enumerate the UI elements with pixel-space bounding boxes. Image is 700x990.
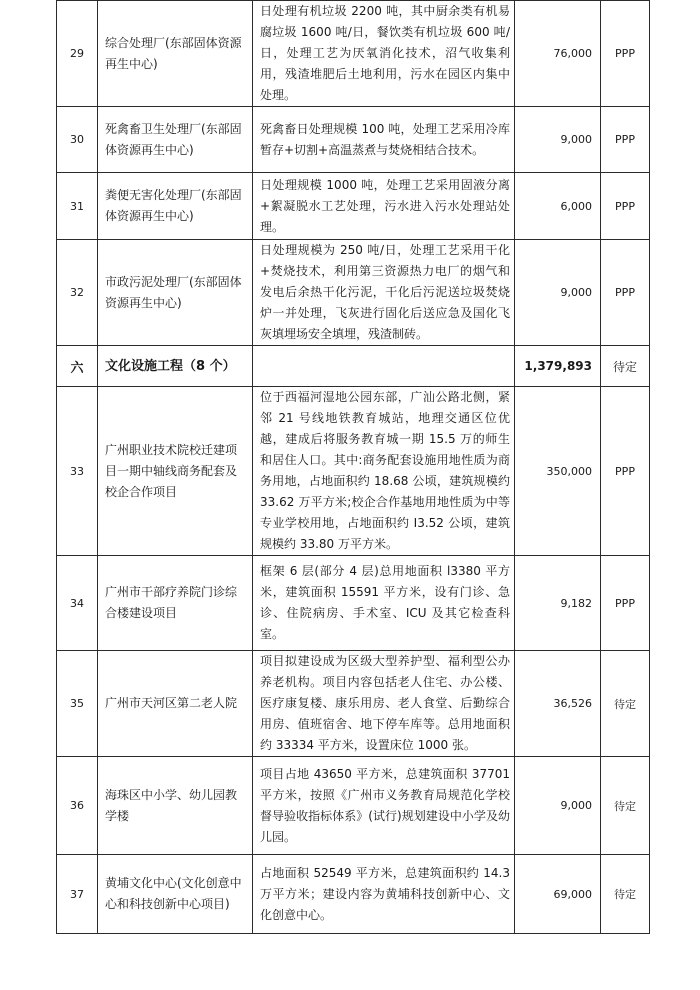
table-row	[57, 173, 650, 240]
project-description: 框架 6 层(部分 4 层)总用地面积 l3380 平方米，建筑面积 15591 平方米，设有门诊、急诊、住院病房、手术室、ICU 及其它检查科室。	[260, 564, 510, 641]
project-name: 综合处理厂(东部固体资源再生中心)	[98, 1, 253, 107]
project-name: 广州市干部疗养院门诊综合楼建设项目	[98, 556, 253, 651]
table-row	[57, 855, 650, 934]
project-description: 日处理有机垃圾 2200 吨，其中厨余类有机易腐垃圾 1600 吨/日，餐饮类有机垃圾 600 吨/日，处理工艺为厌氧消化技术，沼气收集利用，残渣堆肥后土地利用，污水在园区内集中处理。	[260, 4, 510, 102]
project-name: 死禽畜卫生处理厂(东部固体资源再生中心)	[98, 107, 253, 173]
financing-mode: PPP	[601, 240, 650, 346]
row-number: 34	[57, 556, 98, 651]
investment-amount: 9,182	[515, 556, 601, 651]
section-description	[253, 346, 515, 387]
financing-mode: PPP	[601, 556, 650, 651]
table-row	[57, 556, 650, 651]
project-description: 日处理规模 1000 吨，处理工艺采用固液分离+絮凝脱水工艺处理，污水进入污水处理站处理。	[260, 177, 510, 234]
investment-amount: 36,526	[515, 651, 601, 757]
project-name: 广州市天河区第二老人院	[98, 651, 253, 757]
investment-amount: 350,000	[515, 387, 601, 556]
financing-mode: 待定	[601, 855, 650, 934]
project-name: 海珠区中小学、幼儿园教学楼	[98, 757, 253, 855]
section-number: 六	[57, 346, 98, 387]
section-header-row	[57, 346, 650, 387]
project-description: 日处理规模为 250 吨/日，处理工艺采用干化+焚烧技术，利用第三资源热力电厂的烟气和发电后余热干化污泥，干化后污泥送垃圾焚烧炉一并处理，飞灰进行固化后送应急及国化飞灰填埋场安全填埋，残渣制砖。	[260, 243, 510, 341]
row-number: 33	[57, 387, 98, 556]
investment-amount: 6,000	[515, 173, 601, 240]
row-number: 30	[57, 107, 98, 173]
investment-amount: 76,000	[515, 1, 601, 107]
project-description: 占地面积 52549 平方米，总建筑面积约 14.3 万平方米；建设内容为黄埔科技创新中心、文化创意中心。	[260, 865, 510, 922]
table-row	[57, 240, 650, 346]
investment-amount: 9,000	[515, 757, 601, 855]
row-number: 36	[57, 757, 98, 855]
table-row	[57, 107, 650, 173]
financing-mode: PPP	[601, 387, 650, 556]
project-table	[56, 0, 650, 934]
project-name: 广州职业技术院校迁建项目一期中轴线商务配套及校企合作项目	[98, 387, 253, 556]
investment-amount: 9,000	[515, 240, 601, 346]
financing-mode: PPP	[601, 107, 650, 173]
project-description: 项目拟建设成为区级大型养护型、福利型公办养老机构。项目内容包括老人住宅、办公楼、医疗康复楼、康乐用房、老人食堂、后勤综合用房、值班宿舍、地下停车库等。总用地面积约 33334 平方米，设置床位 1000 张。	[260, 654, 510, 752]
project-name: 市政污泥处理厂(东部固体资源再生中心)	[98, 240, 253, 346]
section-financing-mode: 待定	[601, 346, 650, 387]
investment-amount: 9,000	[515, 107, 601, 173]
investment-amount: 69,000	[515, 855, 601, 934]
financing-mode: PPP	[601, 1, 650, 107]
table-row	[57, 1, 650, 107]
table-row	[57, 757, 650, 855]
row-number: 32	[57, 240, 98, 346]
row-number: 35	[57, 651, 98, 757]
section-total-amount: 1,379,893	[515, 346, 601, 387]
project-description: 项目占地 43650 平方米，总建筑面积 37701 平方米，按照《广州市义务教育局规范化学校督导验收指标体系》(试行)规划建设中小学及幼儿园。	[260, 766, 510, 844]
table-row	[57, 387, 650, 556]
financing-mode: 待定	[601, 757, 650, 855]
row-number: 37	[57, 855, 98, 934]
table-row	[57, 651, 650, 757]
section-title: 文化设施工程（8 个）	[98, 346, 253, 387]
project-name: 黄埔文化中心(文化创意中心和科技创新中心项目)	[98, 855, 253, 934]
row-number: 31	[57, 173, 98, 240]
financing-mode: 待定	[601, 651, 650, 757]
row-number: 29	[57, 1, 98, 107]
project-description: 位于西福河湿地公园东部，广汕公路北侧，紧邻 21 号线地铁教育城站，地理交通区位优越，建成后将服务教育城一期 15.5 万的师生和居住人口。其中:商务配套设施用地性质为商务用地，占地面积约 18.68 公顷，建筑规模约 33.62 万平方米;校企合作基地用地性质为中等专业学校用地，占地面积约 I3.52 公顷，建筑规模约 33.80 万平方米。	[260, 390, 510, 551]
financing-mode: PPP	[601, 173, 650, 240]
project-description: 死禽畜日处理规模 100 吨，处理工艺采用冷库暂存+切割+高温蒸煮与焚烧相结合技术。	[260, 121, 510, 157]
project-name: 粪便无害化处理厂(东部固体资源再生中心)	[98, 173, 253, 240]
